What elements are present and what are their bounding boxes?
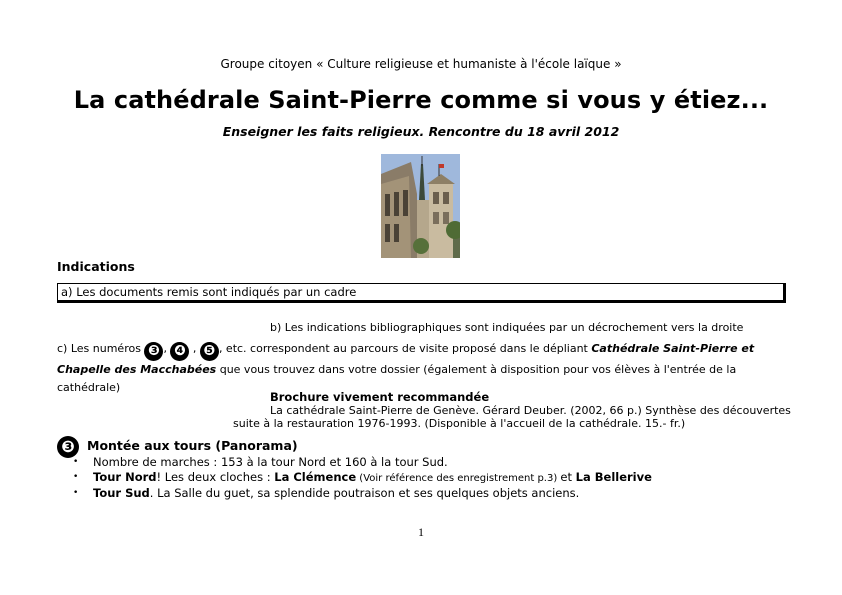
indication-c-prefix: c) Les numéros bbox=[57, 342, 141, 355]
list-item-text: et bbox=[560, 470, 576, 484]
page-title: La cathédrale Saint-Pierre comme si vous y étiez... bbox=[73, 86, 769, 114]
brochure-reference-line1: La cathédrale Saint-Pierre de Genève. Gérard Deuber. (2002, 66 p.) Synthèse des découvertes bbox=[270, 404, 791, 417]
indication-c-paragraph bbox=[57, 340, 777, 397]
brochure-name: Cathédrale Saint-Pierre et Chapelle des Macchabées bbox=[57, 342, 755, 376]
indication-c-middle: , etc. correspondent au parcours de visite proposé dans le dépliant bbox=[218, 342, 588, 355]
section-3-title: Montée aux tours (Panorama) bbox=[87, 438, 298, 453]
num-separator: , bbox=[189, 342, 197, 355]
list-item-text: Nombre de marches : 153 à la tour Nord et 160 à la tour Sud. bbox=[93, 455, 448, 469]
page-subtitle: Enseigner les faits religieux. Rencontre du 18 avril 2012 bbox=[222, 124, 620, 139]
brochure-reference-line2: suite à la restauration 1976-1993. (Disponible à l'accueil de la cathédrale. 15.- fr.) bbox=[233, 417, 686, 430]
bullet-icon: • bbox=[73, 472, 79, 482]
number-3-icon: ❸ bbox=[144, 342, 163, 361]
bell-clemence: La Clémence bbox=[274, 470, 357, 484]
tour-nord-label: Tour Nord bbox=[93, 470, 157, 484]
bullet-icon: • bbox=[73, 488, 79, 498]
indication-a-text: a) Les documents remis sont indiqués par un cadre bbox=[61, 285, 357, 299]
tour-sud-label: Tour Sud bbox=[93, 486, 150, 500]
recording-note: (Voir référence des enregistrement p.3) bbox=[356, 473, 561, 484]
section-3-list bbox=[73, 455, 652, 501]
list-item bbox=[73, 470, 652, 486]
group-line: Groupe citoyen « Culture religieuse et humaniste à l'école laïque » bbox=[220, 57, 622, 71]
indication-b-text: b) Les indications bibliographiques sont indiquées par un décrochement vers la droite bbox=[270, 321, 744, 334]
cathedral-photo bbox=[381, 154, 460, 258]
indication-a-box bbox=[57, 283, 786, 303]
cathedral-photo-illustration bbox=[381, 154, 460, 258]
indication-c-suffix: que vous trouvez dans votre dossier (également à disposition pour vos élèves à l'entrée de la cathédrale) bbox=[57, 363, 737, 394]
page-number: 1 bbox=[418, 525, 424, 539]
number-3-icon: ❸ bbox=[57, 436, 79, 458]
indications-heading: Indications bbox=[57, 259, 135, 274]
list-item bbox=[73, 486, 652, 501]
list-item bbox=[73, 455, 652, 470]
number-4-icon: ❹ bbox=[170, 342, 189, 361]
list-item-text: ! Les deux cloches : bbox=[156, 470, 275, 484]
bell-bellerive: La Bellerive bbox=[575, 470, 652, 484]
bullet-icon: • bbox=[73, 457, 79, 467]
num-separator: , bbox=[163, 342, 167, 355]
number-5-icon: ❺ bbox=[200, 342, 219, 361]
brochure-title: Brochure vivement recommandée bbox=[270, 390, 490, 404]
list-item-text: . La Salle du guet, sa splendide poutraison et ses quelques objets anciens. bbox=[149, 486, 580, 500]
